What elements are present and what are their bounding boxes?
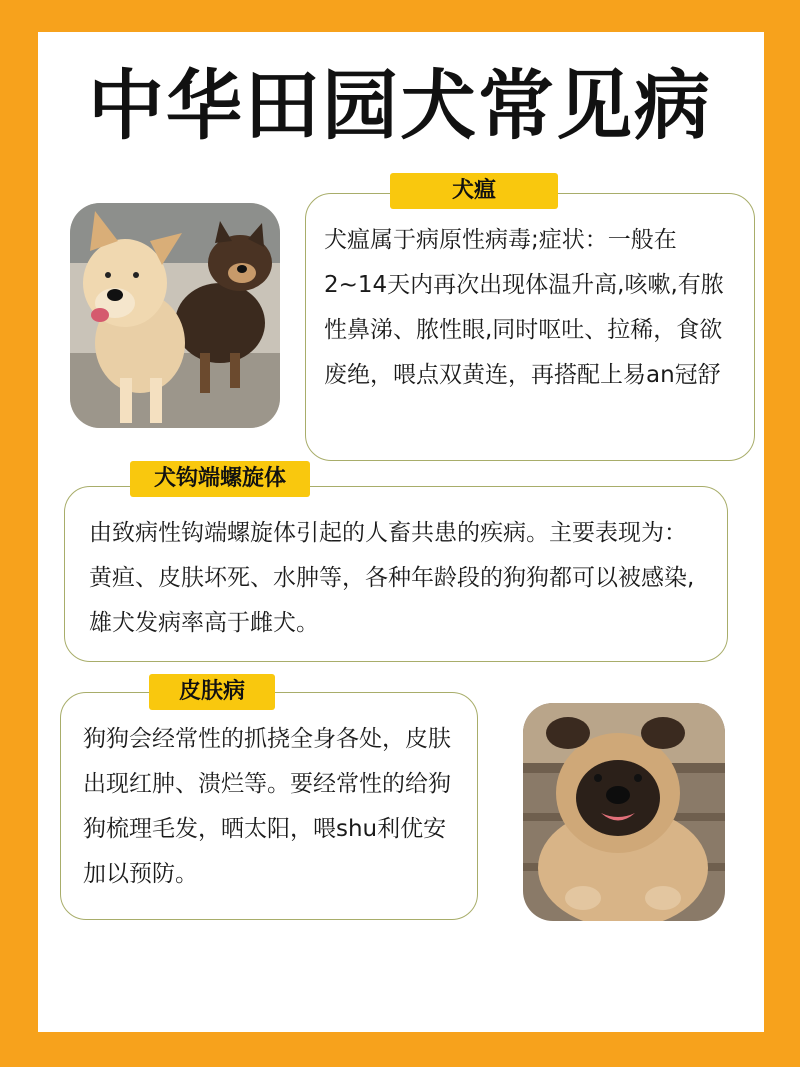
- skin-disease-text: 狗狗会经常性的抓挠全身各处，皮肤出现红肿、溃烂等。要经常性的给狗狗梳理毛发，晒太阳，喂shu利优安加以预防。: [83, 726, 451, 887]
- skin-disease-tag: 皮肤病: [149, 674, 275, 710]
- leptospirosis-text: 由致病性钩端螺旋体引起的人畜共患的疾病。主要表现为：黄疸、皮肤坏死、水肿等，各种年龄段的狗狗都可以被感染,雄犬发病率高于雌犬。: [89, 520, 695, 636]
- leptospirosis-tag: 犬钩端螺旋体: [130, 461, 310, 497]
- distemper-box: [305, 193, 755, 461]
- two-dogs-photo: [70, 203, 280, 428]
- puppy-photo: [523, 703, 725, 921]
- skin-disease-box: [60, 692, 478, 920]
- leptospirosis-box: [64, 486, 728, 662]
- distemper-tag: 犬瘟: [390, 173, 558, 209]
- page-title: 中华田园犬常见病: [88, 61, 712, 150]
- distemper-text: 犬瘟属于病原性病毒;症状：一般在2~14天内再次出现体温升高,咳嗽,有脓性鼻涕、脓性眼,同时呕吐、拉稀，食欲废绝，喂点双黄连，再搭配上易an冠舒: [324, 227, 724, 388]
